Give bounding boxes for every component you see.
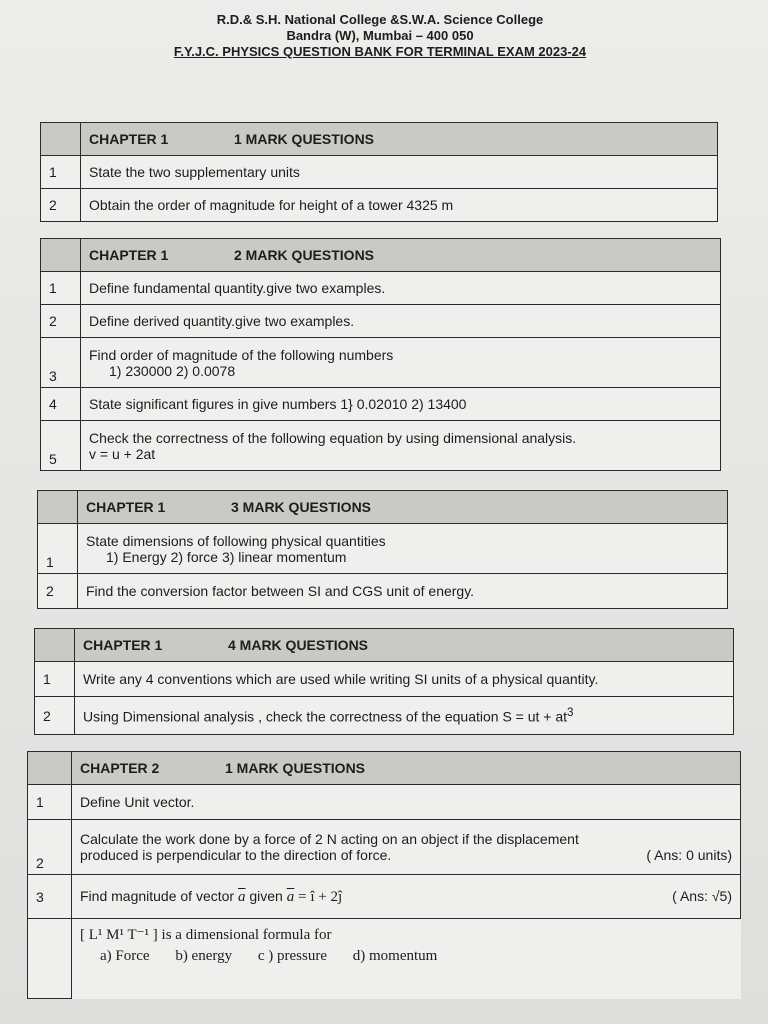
table-row (28, 875, 741, 919)
question-number: 2 (41, 189, 81, 222)
table-row (35, 697, 734, 735)
question-number: 3 (28, 875, 72, 919)
question-equation: v = u + 2at (89, 445, 156, 462)
table-row (41, 272, 721, 305)
question-number: 5 (41, 421, 81, 471)
document-title: F.Y.J.C. PHYSICS QUESTION BANK FOR TERMINAL EXAM 2023-24 (173, 44, 587, 59)
mark-type-label: 2 MARK QUESTIONS (234, 247, 375, 263)
college-address: Bandra (W), Mumbai – 400 050 (286, 28, 474, 43)
question-text: State dimensions of following physical quantities (86, 532, 386, 549)
question-text: Write any 4 conventions which are used while writing SI units of a physical quantity. (75, 662, 734, 697)
exponent: 3 (567, 706, 574, 720)
table-row (38, 574, 728, 609)
vector-symbol: $\overline{a}$ (237, 888, 246, 905)
question-text: Calculate the work done by a force of 2 N acting on an object if the displacement (80, 831, 579, 847)
question-text: Define derived quantity.give two examples. (81, 305, 721, 338)
table-header-row (38, 491, 728, 524)
chapter-label: CHAPTER 1 (89, 131, 169, 147)
chapter-label: CHAPTER 1 (83, 637, 163, 653)
chapter-label: CHAPTER 1 (89, 247, 169, 263)
option-b: b) energy (175, 948, 233, 964)
question-number: 2 (28, 820, 72, 875)
vector-equation: = î + 2ĵ (298, 888, 343, 905)
table-row (41, 421, 721, 471)
question-text-connector: given (249, 887, 283, 904)
chapter-label: CHAPTER 1 (86, 499, 166, 515)
question-text: State significant figures in give numbers 1} 0.02010 2) 13400 (81, 388, 721, 421)
question-number: 1 (41, 272, 81, 305)
table-row (28, 919, 741, 999)
table-row (28, 820, 741, 875)
table-row (38, 524, 728, 574)
table-row (28, 785, 741, 820)
question-table (40, 238, 721, 471)
question-number: 2 (38, 574, 78, 609)
question-text: Find order of magnitude of the following numbers (89, 346, 394, 363)
question-number: 1 (28, 785, 72, 820)
chapter-label: CHAPTER 2 (80, 760, 160, 776)
question-table (27, 751, 741, 999)
table-header-row (35, 629, 734, 662)
table-header-row (41, 239, 721, 272)
question-text: Define Unit vector. (72, 785, 741, 820)
question-number: 4 (41, 388, 81, 421)
option-c: c ) pressure (257, 948, 327, 964)
answer-options (80, 948, 733, 965)
table-row (41, 305, 721, 338)
mark-type-label: 1 MARK QUESTIONS (225, 760, 366, 776)
question-table (40, 122, 718, 222)
mark-type-label: 3 MARK QUESTIONS (231, 499, 372, 515)
option-a: a) Force (100, 948, 150, 964)
mark-type-label: 1 MARK QUESTIONS (234, 131, 375, 147)
question-text: Check the correctness of the following equation by using dimensional analysis. (89, 429, 577, 446)
mark-type-label: 4 MARK QUESTIONS (228, 637, 369, 653)
question-number: 1 (35, 662, 75, 697)
question-number: 2 (41, 305, 81, 338)
question-text: Define fundamental quantity.give two examples. (81, 272, 721, 305)
table-row (41, 189, 718, 222)
question-text: Find magnitude of vector (80, 887, 235, 904)
question-number (28, 919, 72, 999)
table-header-row (28, 752, 741, 785)
table-row (41, 388, 721, 421)
question-text: State the two supplementary units (81, 156, 718, 189)
question-subitems: 1) Energy 2) force 3) linear momentum (106, 548, 347, 565)
table-header-row (41, 123, 718, 156)
question-number: 2 (35, 697, 75, 735)
answer-hint: ( Ans: √5) (672, 887, 732, 904)
answer-hint: ( Ans: 0 units) (646, 847, 732, 863)
table-row (41, 338, 721, 388)
question-text: Using Dimensional analysis , check the correctness of the equation S = ut + at (83, 708, 568, 725)
college-name: R.D.& S.H. National College &S.W.A. Science College (216, 12, 544, 27)
question-table (34, 628, 734, 735)
vector-symbol: $\overline{a}$ (286, 888, 295, 905)
question-number: 3 (41, 338, 81, 388)
question-text: [ L¹ M¹ T⁻¹ ] is a dimensional formula for (80, 927, 332, 943)
question-table (37, 490, 728, 609)
table-row (35, 662, 734, 697)
question-text: Find the conversion factor between SI and CGS unit of energy. (78, 574, 728, 609)
option-d: d) momentum (352, 948, 438, 964)
question-number: 1 (41, 156, 81, 189)
question-text: Obtain the order of magnitude for height of a tower 4325 m (81, 189, 718, 222)
question-text-continued: produced is perpendicular to the direction of force. (80, 847, 392, 863)
document-header (120, 12, 640, 60)
question-number: 1 (38, 524, 78, 574)
table-row (41, 156, 718, 189)
question-subitems: 1) 230000 2) 0.0078 (109, 362, 236, 379)
